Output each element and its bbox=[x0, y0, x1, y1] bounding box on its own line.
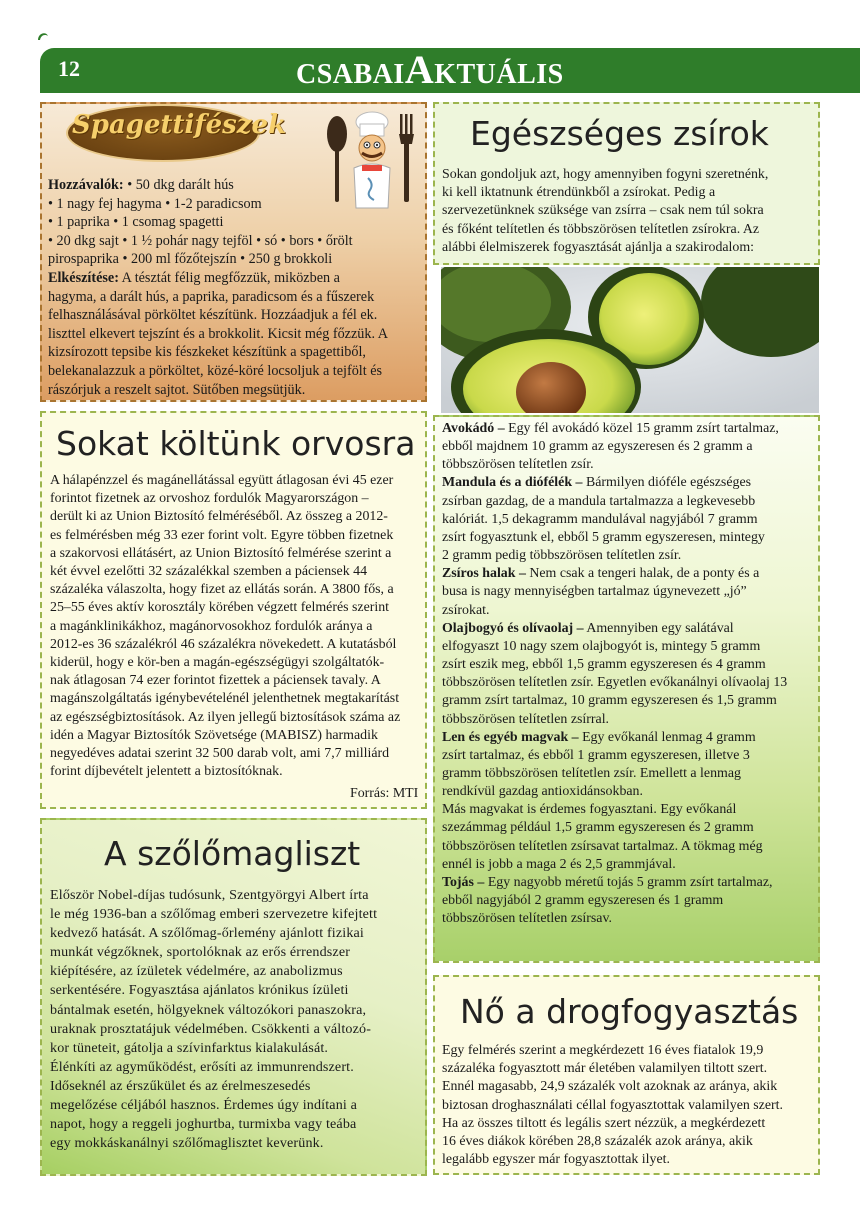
avocado-photo bbox=[441, 267, 819, 413]
article-drog-body: Egy felmérés szerint a megkérdezett 16 éves fiatalok 19,9 százaléka fogyasztott már életében valamilyen tiltott szert. Ennél magasabb, 24,9 százalék volt azoknak az aránya, akik biztosan droghasználati céllal fogyasztottak valamilyen szert. Ha az összes tiltott és legális szert nézzük, a megkérdezett 16 éves diákok körében 28,8 százalék azok aránya, akik legalább egyszer már fogyasztottak ilyet. bbox=[442, 1043, 783, 1168]
article-szolomag-title: A szőlőmagliszt bbox=[104, 834, 361, 873]
article-szolomag-body: Először Nobel-díjas tudósunk, Szentgyörgyi Albert írta le még 1936-ban a szőlőmag emberi szervezetre kifejtett kedvező hatását. A szőlőmag-őrlemény ajánlott fizikai munkát végzőknek, sportolóknak az erős érrendszer kiépítésére, az ízületek védelmére, az anabolizmus serkentésére. Fogyasztása ajánlatos krónikus ízületi bántalmak esetén, hölgyeknek változókori panaszokra, uraknak prosztatájuk védelmében. Csökkenti a változó- kor tüneteit, gátolja a szívinfarktus kialakulását. Élénkíti az agyműködést, erősíti az immunrendszert. Időseknél az érszűkület és az érelmeszesedés megelőzése céljából hasznos. Érdemes úgy indítani a napot, hogy a reggeli joghurtba, turmixba vagy teába egy mokkáskanálnyi szőlőmaglisztet keverünk. bbox=[50, 887, 378, 1152]
article-orvos-title: Sokat költünk orvosra bbox=[56, 424, 416, 463]
article-zsirok-title: Egészséges zsírok bbox=[470, 114, 769, 153]
page-number: 12 bbox=[58, 56, 80, 81]
recipe-text: Hozzávalók: • 50 dkg darált hús • 1 nagy fej hagyma • 1-2 paradicsom • 1 paprika • 1 csomag spagetti • 20 dkg sajt • 1 ½ pohár nagy tejföl • só • bors • őrölt pirospaprika • 200 ml főzőtejszín • 250 g brokkoli Elkészítése: A tésztát félig megfőzzük, miközben a hagyma, a darált hús, a paprika, paradicsom és a fűszerek felhasználásával pörköltet készítünk. Hozzáadjuk a fél ek. liszttel elkevert tejszínt és a brokkolit. Kicsit még főzzük. A kizsírozott tepsibe kis fészkeket készítünk a spagettiből, belekanalazzuk a pörköltet, közé-köré locsoljuk a tejfölt és rászórjuk a reszelt sajtot. Sütőben megsütjük. bbox=[48, 177, 389, 398]
article-orvos-body: A hálapénzzel és magánellátással együtt átlagosan évi 45 ezer forintot fizetnek az orvoshoz fordulók Magyarországon – derült ki az Union Biztosító felméréséből. Az összeg a 2012- es felmérésben még 33 ezer forint volt. Egyre többen fizetnek a szakorvosi ellátásért, az Union Biztosító felmérése szerint a két évvel ezelőtti 32 százalékkal szemben a páciensek 44 százaléka válaszolta, hogy fizet az ellátás során. A 3800 fős, a 25–55 éves aktív korosztály körében végzett felmérés szerint a magánklinikákhoz, magánorvosokhoz fordulók aránya a 2012-es 36 százalékról 46 százalékra növekedett. A kutatásból kiderül, hogy e kör-ben a magán-egészségügyi szolgáltatók- nak átlagosan 74 ezer forintot fizettek a páciensek tavaly. A magánszolgáltatás igénybevételénél jelenthetnek megtakarítást az egészségbiztosítások. Az ilyen jellegű biztosítások száma az idén a Magyar Biztosítók Szövetsége (MABISZ) harmadik negyedéves adatai szerint 32 500 darab volt, ami 7,7 milliárd forint díjbevételt jelentett a biztosítóknak. bbox=[50, 473, 401, 780]
leaf-icon bbox=[36, 30, 50, 44]
article-drog-title: Nő a drogfogyasztás bbox=[460, 992, 799, 1031]
article-zsirok-intro: Sokan gondoljuk azt, hogy amennyiben fogyni szeretnénk, ki kell iktatnunk étrendünkből a zsírokat. Pedig a szervezetünknek szüksége van zsírra – csak nem túl sokra és főként telítetlen és többszörösen telítetlen zsírokra. Az alábbi élelmiszerek fogyasztását ajánlja a szakirodalom: bbox=[442, 167, 769, 255]
article-zsirok-list: Avokádó – Egy fél avokádó közel 15 gramm zsírt tartalmaz, ebből majdnem 10 gramm az egyszeresen és 2 gramm a többszörösen telítetlen zsír. Mandula és a diófélék – Bármilyen dióféle egészséges zsírban gazdag, de a mandula tartalmazza a legkevesebb kalóriát. 1,5 dekagramm mandulával nagyjából 7 gramm zsírt fogyasztunk el, ebből 5 gramm egyszeresen, mintegy 2 gramm pedig többszörösen telítetlen zsír. Zsíros halak – Nem csak a tengeri halak, de a ponty és a busa is nagy mennyiségben tartalmaz úgynevezett „jó” zsírokat. Olajbogyó és olívaolaj – Amennyiben egy salátával elfogyaszt 10 nagy szem olajbogyót is, mintegy 5 gramm zsírt eszik meg, ebből 1,5 gramm egyszeresen és 4 gramm többszörösen telítetlen zsír. Egyetlen evőkanálnyi olívaolaj 13 gramm zsírt tartalmaz, 10 gramm egyszeresen és 1,5 gramm többszörösen telítetlen zsírral. Len és egyéb magvak – Egy evőkanál lenmag 4 gramm zsírt tartalmaz, és ebből 1 gramm egyszeresen, illetve 3 gramm többszörösen telítetlen zsír. Emellett a lenmag rendkívül gazdag antioxidánsokban. Más magvakat is érdemes fogyasztani. Egy evőkanál szezámmag például 1,5 gramm egyszeresen és 2 gramm többszörösen telítetlen zsírsavat tartalmaz. A tökmag még ennél is jobb a maga 2 és 2,5 grammjával. Tojás – Egy nagyobb méretű tojás 5 gramm zsírt tartalmaz, ebből nagyjából 2 gramm egyszeresen és 1 gramm többszörösen telítetlen zsírsav. bbox=[442, 421, 788, 927]
article-orvos-source: Forrás: MTI bbox=[350, 786, 419, 801]
recipe-title: Spagettifészek bbox=[72, 110, 287, 140]
magazine-title: CSABAIAKTUÁLIS bbox=[296, 47, 564, 92]
